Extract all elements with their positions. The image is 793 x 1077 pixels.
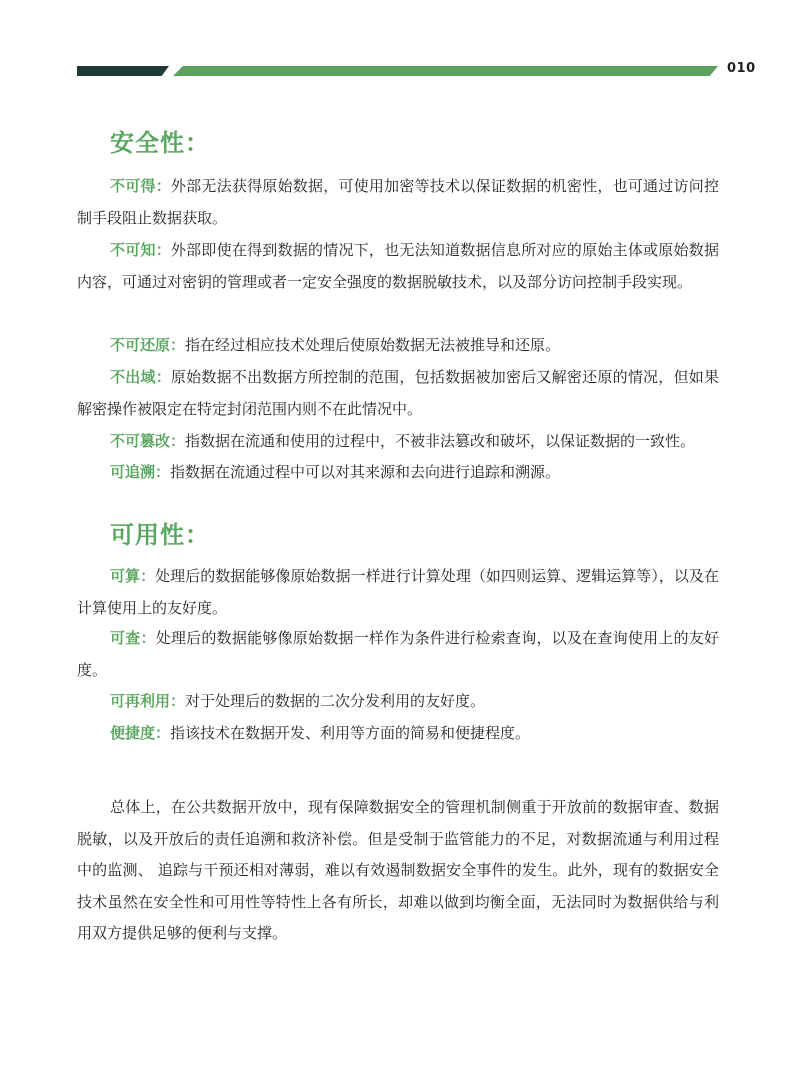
description: 原始数据不出数据方所控制的范围，包括数据被加密后又解密还原的情况，但如果解密操作被限定在特定封闭范围内则不在此情况中。: [77, 368, 719, 418]
usability-item-reusable: [77, 685, 719, 717]
description: 指在经过相应技术处理后使原始数据无法被推导和还原。: [185, 336, 561, 354]
term: 不出域：: [110, 368, 171, 386]
usability-item-queryable: [77, 622, 719, 686]
description: 指数据在流通过程中可以对其来源和去向进行追踪和溯源。: [170, 463, 561, 481]
description: 指数据在流通和使用的过程中，不被非法篡改和破坏，以保证数据的一致性。: [185, 432, 696, 450]
term: 不可得：: [110, 177, 171, 195]
section-title-usability: 可用性：: [110, 521, 210, 549]
header-bar-dark: [77, 66, 169, 76]
term: 可算：: [110, 567, 156, 585]
section-title-security: 安全性：: [110, 129, 210, 157]
term: 可追溯：: [110, 463, 171, 481]
description: 外部即使在得到数据的情况下，也无法知道数据信息所对应的原始主体或原始数据内容，可通过对密钥的管理或者一定安全强度的数据脱敏技术，以及部分访问控制手段实现。: [77, 241, 719, 291]
description: 指该技术在数据开发、利用等方面的简易和便捷程度。: [170, 724, 531, 742]
term: 可查：: [110, 629, 156, 647]
security-item-tamper-proof: [77, 425, 719, 457]
term: 不可篡改：: [110, 432, 186, 450]
term: 不可还原：: [110, 336, 186, 354]
security-item-traceable: [77, 456, 719, 488]
term: 可再利用：: [110, 692, 186, 710]
term: 不可知：: [110, 241, 171, 259]
security-item-unknowable: [77, 234, 719, 298]
security-item-irreversible: [77, 329, 719, 361]
header-bar-green: [173, 66, 718, 76]
usability-item-computable: [77, 560, 719, 624]
security-item-no-egress: [77, 361, 719, 425]
summary-paragraph: 总体上，在公共数据开放中，现有保障数据安全的管理机制侧重于开放前的数据审查、数据脱敏，以及开放后的责任追溯和救济补偿。但是受制于监管能力的不足，对数据流通与利用过程中的监测、 追踪与干预还相对薄弱，难以有效遏制数据安全事件的发生。此外，现有的数据安全技术虽然在安全性和可用性等特性上各有所长，却难以做到均衡全面，无法同时为数据供给与利用双方提供足够的便利与支撑。: [77, 798, 719, 942]
usability-item-convenience: [77, 717, 719, 749]
term: 便捷度：: [110, 724, 171, 742]
header-decoration: [77, 66, 722, 76]
page-number: 010: [727, 61, 756, 76]
security-item-unobtainable: [77, 170, 719, 234]
description: 对于处理后的数据的二次分发利用的友好度。: [185, 692, 486, 710]
description: 外部无法获得原始数据，可使用加密等技术以保证数据的机密性，也可通过访问控制手段阻止数据获取。: [77, 177, 719, 227]
description: 处理后的数据能够像原始数据一样进行计算处理（如四则运算、逻辑运算等），以及在计算使用上的友好度。: [77, 567, 719, 617]
description: 处理后的数据能够像原始数据一样作为条件进行检索查询，以及在查询使用上的友好度。: [77, 629, 719, 679]
